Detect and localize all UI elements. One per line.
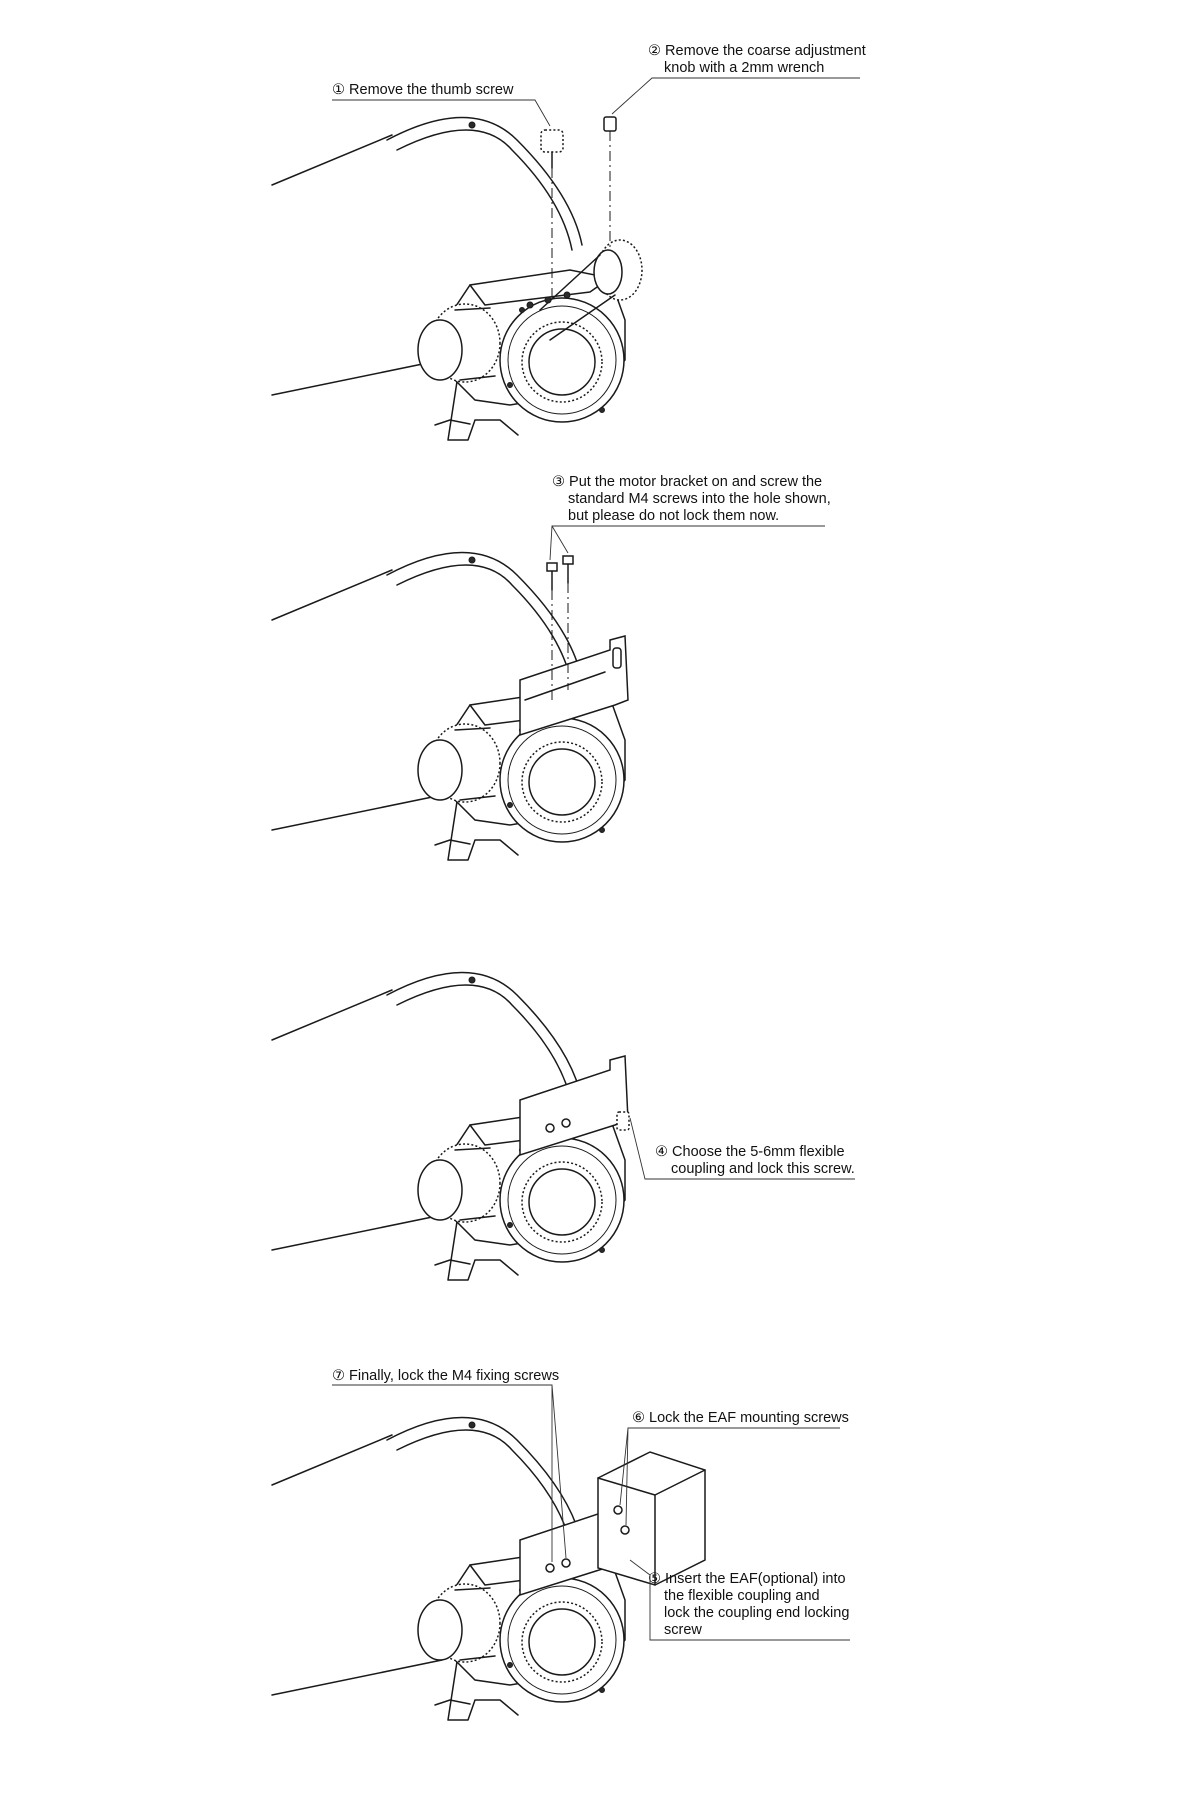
label-step-3 [552,474,831,524]
svg-text:④ Choose the 5-6mm flexible [655,1144,845,1160]
label-step-4-line-2: coupling and lock this screw. [671,1161,855,1177]
svg-text:coupling and lock this screw. [671,1161,855,1177]
eaf-motor-drawing [598,1452,705,1585]
label-step-3-marker: ③ [552,474,565,490]
label-step-4 [655,1144,855,1177]
label-step-5-line-2: the flexible coupling and [664,1588,820,1604]
label-step-5-marker: ⑤ [648,1571,661,1587]
label-step-7-line-1: Finally, lock the M4 fixing screws [349,1368,560,1384]
label-step-2-line-2: knob with a 2mm wrench [664,60,825,76]
svg-text:lock the coupling end locking [664,1605,849,1621]
svg-text:⑥ Lock the EAF mounting screws [632,1410,849,1426]
svg-text:⑦ Finally, lock the M4 fixing [332,1368,559,1384]
svg-text:⑤ Insert the EAF(optional) int [648,1571,846,1587]
label-step-3-line-2: standard M4 screws into the hole shown, [568,491,831,507]
label-step-4-marker: ④ [655,1144,668,1160]
panel-step-5-6-7 [272,1418,705,1721]
label-step-3-line-1: Put the motor bracket on and screw the [569,474,823,490]
svg-text:screw [664,1622,702,1638]
label-step-5-line-3: lock the coupling end locking [664,1605,850,1621]
label-step-2-marker: ② [648,43,661,59]
svg-text:① Remove the thumb screw [332,82,514,98]
label-step-5-line-4: screw [664,1622,702,1638]
label-step-6 [632,1410,849,1426]
svg-text:② Remove the coarse adjustment [648,43,866,59]
svg-text:③ Put the motor bracket on and [552,474,822,490]
label-step-1 [332,82,514,98]
label-step-1-line-1: Remove the thumb screw [349,82,514,98]
coupling-drawing [617,1112,629,1130]
label-step-7 [332,1368,559,1384]
svg-text:but please do not lock them no [568,508,779,524]
label-step-5-line-1: Insert the EAF(optional) into [665,1571,846,1587]
panel-step-3 [272,553,628,861]
label-step-7-marker: ⑦ [332,1368,345,1384]
label-step-4-line-1: Choose the 5-6mm flexible [672,1144,845,1160]
label-step-5 [648,1571,849,1638]
label-step-3-line-3: but please do not lock them now. [568,508,780,524]
panel-step-1-2 [272,117,642,440]
m4-screws-drawing [547,556,573,590]
label-step-6-marker: ⑥ [632,1410,645,1426]
svg-text:standard M4 screws into the ho [568,491,831,507]
coarse-screw-drawing [604,117,616,131]
label-step-2 [648,43,866,76]
svg-text:knob with a 2mm wrench [664,60,824,76]
label-step-2-line-1: Remove the coarse adjustment [665,43,866,59]
thumb-screw-drawing [541,130,563,168]
label-step-6-line-1: Lock the EAF mounting screws [649,1410,849,1426]
label-step-1-marker: ① [332,82,345,98]
svg-text:the flexible coupling and [664,1588,820,1604]
panel-step-4 [272,973,629,1281]
